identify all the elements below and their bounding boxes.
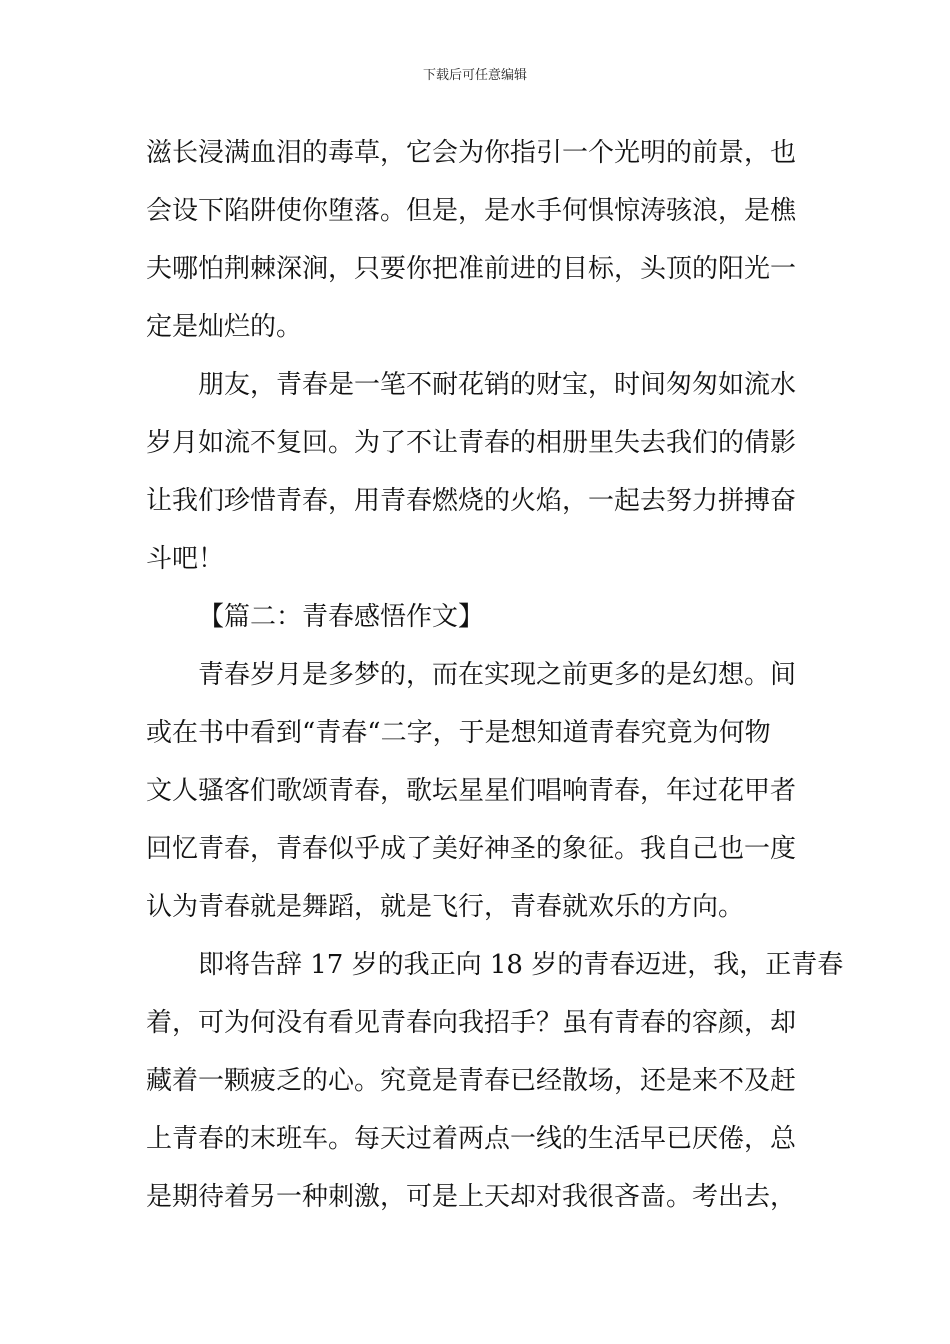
document-body [146,124,844,1226]
text-line: 藏着一颗疲乏的心。究竟是青春已经散场，还是来不及赶 [146,1066,797,1096]
text-line: 夫哪怕荆棘深涧，只要你把准前进的目标，头顶的阳光一 [146,254,797,284]
text-line: 会设下陷阱使你堕落。但是，是水手何惧惊涛骇浪，是樵 [146,196,797,226]
text-line: 朋友，青春是一笔不耐花销的财宝，时间匆匆如流水 [198,370,797,400]
paragraph-4 [146,936,844,1226]
text-line: 斗吧！ [146,544,225,574]
text-line: 文人骚客们歌颂青春，歌坛星星们唱响青春，年过花甲者 [146,776,797,806]
paragraph-1 [146,124,806,356]
section-heading: 【篇二：青春感悟作文】 [198,602,485,632]
text-line: 认为青春就是舞蹈，就是飞行，青春就欢乐的方向。 [146,892,745,922]
text-line: 上青春的末班车。每天过着两点一线的生活早已厌倦，总 [146,1124,797,1154]
text-line: 即将告辞 17 岁的我正向 18 岁的青春迈进，我，正青春 [198,950,844,980]
text-line: 是期待着另一种刺激，可是上天却对我很吝啬。考出去， [146,1182,797,1212]
text-line: 滋长浸满血泪的毒草，它会为你指引一个光明的前景，也 [146,138,797,168]
paragraph-3 [146,646,806,936]
page-header: 下载后可任意编辑 [422,68,527,83]
text-line: 让我们珍惜青春，用青春燃烧的火焰，一起去努力拼搏奋 [146,486,797,516]
section-heading-block [146,588,806,646]
text-line: 着，可为何没有看见青春向我招手？虽有青春的容颜，却 [146,1008,797,1038]
text-line: 青春岁月是多梦的，而在实现之前更多的是幻想。间 [198,660,797,690]
text-line: 或在书中看到“青春“二字，于是想知道青春究竟为何物 [146,718,771,748]
paragraph-2 [146,356,806,588]
text-line: 定是灿烂的。 [146,312,303,342]
text-line: 岁月如流不复回。为了不让青春的相册里失去我们的倩影 [146,428,797,458]
text-line: 回忆青春，青春似乎成了美好神圣的象征。我自己也一度 [146,834,797,864]
